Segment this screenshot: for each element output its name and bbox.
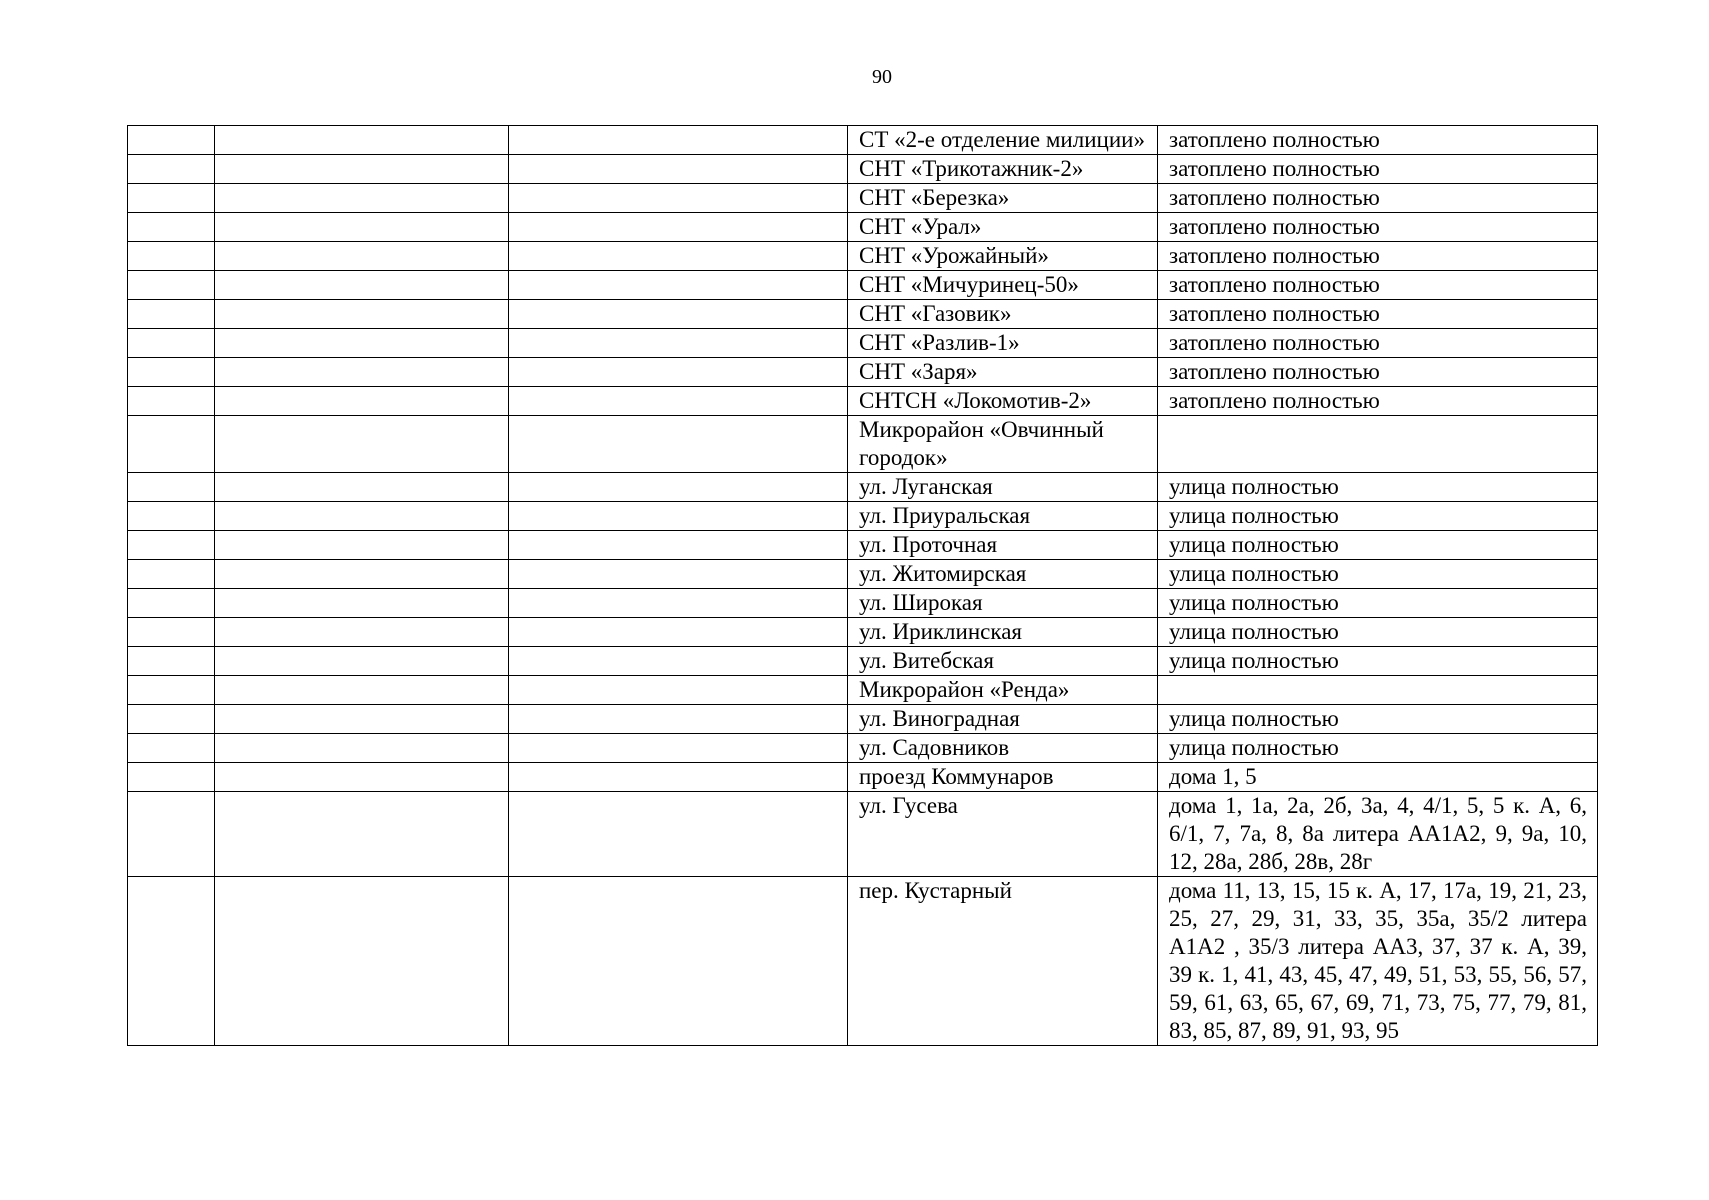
place-cell: ул. Приуральская: [848, 502, 1158, 531]
place-cell: СНТСН «Локомотив-2»: [848, 387, 1158, 416]
place-cell: СНТ «Заря»: [848, 358, 1158, 387]
table-row: [128, 705, 1598, 734]
place-cell: СНТ «Урал»: [848, 213, 1158, 242]
empty-cell: [215, 126, 509, 155]
place-cell: ул. Широкая: [848, 589, 1158, 618]
place-cell: СТ «2-е отделение милиции»: [848, 126, 1158, 155]
empty-cell: [215, 734, 509, 763]
empty-cell: [509, 300, 848, 329]
empty-cell: [509, 126, 848, 155]
table-row: [128, 531, 1598, 560]
table-row: [128, 358, 1598, 387]
place-cell: СНТ «Урожайный»: [848, 242, 1158, 271]
empty-cell: [128, 647, 215, 676]
place-cell: ул. Витебская: [848, 647, 1158, 676]
empty-cell: [128, 300, 215, 329]
table-row: [128, 416, 1598, 473]
status-cell: затоплено полностью: [1158, 213, 1598, 242]
status-cell: [1158, 676, 1598, 705]
status-cell: улица полностью: [1158, 560, 1598, 589]
empty-cell: [215, 473, 509, 502]
table-row: [128, 647, 1598, 676]
table-row: [128, 184, 1598, 213]
table-row: [128, 213, 1598, 242]
status-cell: улица полностью: [1158, 705, 1598, 734]
empty-cell: [509, 734, 848, 763]
empty-cell: [509, 763, 848, 792]
empty-cell: [128, 792, 215, 877]
empty-cell: [509, 329, 848, 358]
empty-cell: [509, 676, 848, 705]
empty-cell: [215, 531, 509, 560]
place-cell: ул. Луганская: [848, 473, 1158, 502]
empty-cell: [215, 647, 509, 676]
empty-cell: [215, 184, 509, 213]
table-row: [128, 242, 1598, 271]
empty-cell: [128, 329, 215, 358]
page-number: 90: [872, 66, 892, 88]
empty-cell: [509, 358, 848, 387]
status-cell: затоплено полностью: [1158, 358, 1598, 387]
status-cell: затоплено полностью: [1158, 387, 1598, 416]
place-cell: ул. Проточная: [848, 531, 1158, 560]
empty-cell: [509, 155, 848, 184]
status-cell: затоплено полностью: [1158, 126, 1598, 155]
table-row: [128, 589, 1598, 618]
place-cell: СНТ «Газовик»: [848, 300, 1158, 329]
table-row: [128, 676, 1598, 705]
empty-cell: [128, 618, 215, 647]
empty-cell: [128, 184, 215, 213]
status-cell: улица полностью: [1158, 589, 1598, 618]
place-cell: ул. Ириклинская: [848, 618, 1158, 647]
status-cell: затоплено полностью: [1158, 271, 1598, 300]
empty-cell: [128, 877, 215, 1046]
empty-cell: [128, 502, 215, 531]
status-cell: дома 11, 13, 15, 15 к. А, 17, 17а, 19, 21, 23, 25, 27, 29, 31, 33, 35, 35а, 35/2 литера А1А2 , 35/3 литера АА3, 37, 37 к. А, 39, 39 к. 1, 41, 43, 45, 47, 49, 51, 53, 55, 56, 57, 59, 61, 63, 65, 67, 69, 71, 73, 75, 77, 79, 81, 83, 85, 87, 89, 91, 93, 95: [1158, 877, 1598, 1046]
empty-cell: [509, 877, 848, 1046]
status-cell: улица полностью: [1158, 502, 1598, 531]
empty-cell: [509, 387, 848, 416]
status-cell: улица полностью: [1158, 531, 1598, 560]
empty-cell: [215, 329, 509, 358]
status-cell: дома 1, 1а, 2а, 2б, 3а, 4, 4/1, 5, 5 к. А, 6, 6/1, 7, 7а, 8, 8а литера АА1А2, 9, 9а, 10, 12, 28а, 28б, 28в, 28г: [1158, 792, 1598, 877]
empty-cell: [128, 676, 215, 705]
empty-cell: [215, 705, 509, 734]
table-row: [128, 271, 1598, 300]
place-cell: ул. Гусева: [848, 792, 1158, 877]
place-cell: СНТ «Мичуринец-50»: [848, 271, 1158, 300]
place-cell: СНТ «Разлив-1»: [848, 329, 1158, 358]
empty-cell: [128, 531, 215, 560]
empty-cell: [128, 387, 215, 416]
table-row: [128, 877, 1598, 1046]
status-cell: дома 1, 5: [1158, 763, 1598, 792]
empty-cell: [128, 560, 215, 589]
place-cell: ул. Виноградная: [848, 705, 1158, 734]
empty-cell: [128, 416, 215, 473]
table-row: [128, 502, 1598, 531]
table-body: [128, 126, 1598, 1046]
empty-cell: [128, 734, 215, 763]
table-row: [128, 734, 1598, 763]
empty-cell: [509, 618, 848, 647]
empty-cell: [128, 763, 215, 792]
empty-cell: [215, 676, 509, 705]
empty-cell: [128, 358, 215, 387]
table-row: [128, 792, 1598, 877]
status-cell: улица полностью: [1158, 473, 1598, 502]
empty-cell: [128, 126, 215, 155]
table-row: [128, 387, 1598, 416]
empty-cell: [215, 271, 509, 300]
place-cell: Микрорайон «Ренда»: [848, 676, 1158, 705]
empty-cell: [215, 416, 509, 473]
status-cell: затоплено полностью: [1158, 155, 1598, 184]
status-cell: улица полностью: [1158, 618, 1598, 647]
empty-cell: [215, 300, 509, 329]
empty-cell: [509, 589, 848, 618]
empty-cell: [128, 473, 215, 502]
empty-cell: [215, 387, 509, 416]
place-cell: СНТ «Березка»: [848, 184, 1158, 213]
status-cell: затоплено полностью: [1158, 329, 1598, 358]
empty-cell: [509, 473, 848, 502]
empty-cell: [215, 792, 509, 877]
empty-cell: [215, 358, 509, 387]
empty-cell: [509, 242, 848, 271]
empty-cell: [509, 531, 848, 560]
empty-cell: [215, 242, 509, 271]
status-cell: [1158, 416, 1598, 473]
empty-cell: [128, 705, 215, 734]
table-row: [128, 126, 1598, 155]
table-row: [128, 560, 1598, 589]
place-cell: Микрорайон «Овчинный городок»: [848, 416, 1158, 473]
empty-cell: [215, 502, 509, 531]
empty-cell: [509, 502, 848, 531]
empty-cell: [509, 705, 848, 734]
table-row: [128, 300, 1598, 329]
table-row: [128, 763, 1598, 792]
empty-cell: [128, 213, 215, 242]
table-row: [128, 329, 1598, 358]
empty-cell: [509, 792, 848, 877]
status-cell: улица полностью: [1158, 734, 1598, 763]
table-row: [128, 473, 1598, 502]
empty-cell: [509, 213, 848, 242]
empty-cell: [509, 184, 848, 213]
status-cell: затоплено полностью: [1158, 300, 1598, 329]
status-cell: улица полностью: [1158, 647, 1598, 676]
table-row: [128, 618, 1598, 647]
empty-cell: [509, 560, 848, 589]
empty-cell: [509, 271, 848, 300]
empty-cell: [215, 589, 509, 618]
place-cell: проезд Коммунаров: [848, 763, 1158, 792]
empty-cell: [215, 155, 509, 184]
table-row: [128, 155, 1598, 184]
place-cell: ул. Житомирская: [848, 560, 1158, 589]
empty-cell: [128, 242, 215, 271]
empty-cell: [509, 416, 848, 473]
empty-cell: [128, 271, 215, 300]
empty-cell: [215, 560, 509, 589]
place-cell: СНТ «Трикотажник-2»: [848, 155, 1158, 184]
empty-cell: [128, 155, 215, 184]
status-cell: затоплено полностью: [1158, 242, 1598, 271]
empty-cell: [509, 647, 848, 676]
status-cell: затоплено полностью: [1158, 184, 1598, 213]
place-cell: ул. Садовников: [848, 734, 1158, 763]
empty-cell: [215, 213, 509, 242]
flood-zone-table: [127, 125, 1598, 1046]
empty-cell: [215, 877, 509, 1046]
place-cell: пер. Кустарный: [848, 877, 1158, 1046]
empty-cell: [128, 589, 215, 618]
empty-cell: [215, 763, 509, 792]
empty-cell: [215, 618, 509, 647]
